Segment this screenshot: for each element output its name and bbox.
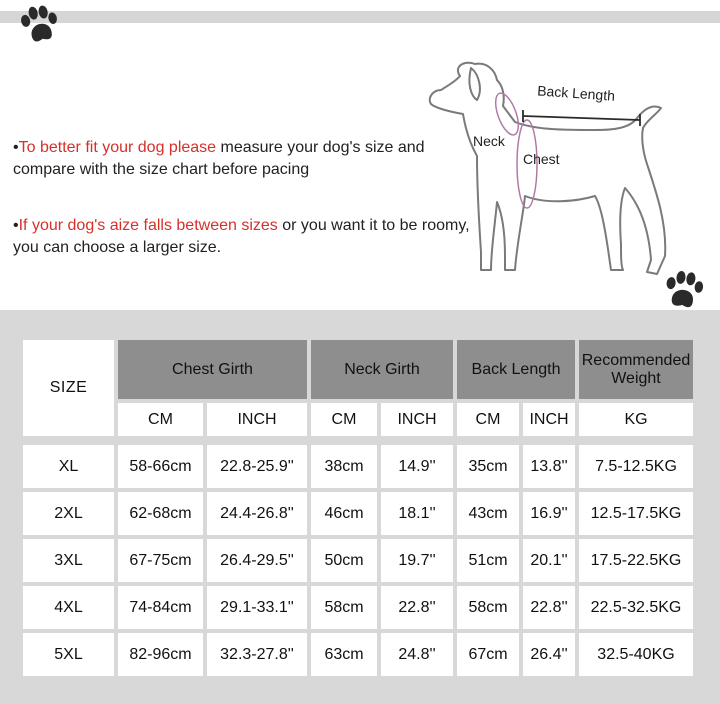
- note-1-highlight: To better fit your dog please: [18, 139, 217, 156]
- size-column-header: SIZE: [23, 340, 114, 436]
- table-row: [23, 539, 693, 582]
- table-cell: 7.5-12.5KG: [579, 445, 693, 488]
- table-cell: 17.5-22.5KG: [579, 539, 693, 582]
- unit-header: INCH: [523, 403, 575, 436]
- table-row: [23, 586, 693, 629]
- table-cell: 58cm: [457, 586, 519, 629]
- table-cell: 24.8'': [381, 633, 453, 676]
- table-cell: 51cm: [457, 539, 519, 582]
- table-cell: 26.4-29.5'': [207, 539, 307, 582]
- table-cell: 22.8-25.9'': [207, 445, 307, 488]
- note-2-highlight: If your dog's aize falls between sizes: [18, 217, 278, 234]
- note-1: •To better fit your dog please measure your dog's size and compare with the size chart before pacing: [13, 139, 425, 178]
- unit-header: INCH: [381, 403, 453, 436]
- table-cell: 22.8'': [523, 586, 575, 629]
- table-cell: 58cm: [311, 586, 377, 629]
- table-cell: 22.5-32.5KG: [579, 586, 693, 629]
- table-cell: 50cm: [311, 539, 377, 582]
- dog-diagram: [425, 56, 675, 284]
- table-cell: 38cm: [311, 445, 377, 488]
- table-cell: 16.9'': [523, 492, 575, 535]
- note-2: •If your dog's aize falls between sizes or you want it to be roomy, you can choose a larger size.: [13, 217, 470, 256]
- table-row: [23, 633, 693, 676]
- table-cell: 63cm: [311, 633, 377, 676]
- size-label: 4XL: [23, 586, 114, 629]
- table-cell: 35cm: [457, 445, 519, 488]
- table-cell: 12.5-17.5KG: [579, 492, 693, 535]
- table-cell: 82-96cm: [118, 633, 203, 676]
- table-cell: 22.8'': [381, 586, 453, 629]
- table-cell: 58-66cm: [118, 445, 203, 488]
- table-row: [23, 492, 693, 535]
- recommended-weight-header: Recommended Weight: [579, 340, 693, 399]
- unit-header: CM: [457, 403, 519, 436]
- chest-label: Chest: [523, 151, 560, 167]
- note-1-text: measure your dog's size and compare with the size chart before pacing: [13, 139, 425, 178]
- paw-icon: [659, 270, 709, 314]
- unit-header: CM: [118, 403, 203, 436]
- table-cell: 20.1'': [523, 539, 575, 582]
- table-cell: 32.3-27.8'': [207, 633, 307, 676]
- table-cell: 74-84cm: [118, 586, 203, 629]
- table-cell: 29.1-33.1'': [207, 586, 307, 629]
- neck-girth-header: Neck Girth: [311, 340, 453, 399]
- size-label: 3XL: [23, 539, 114, 582]
- table-cell: 26.4'': [523, 633, 575, 676]
- table-cell: 67-75cm: [118, 539, 203, 582]
- size-chart-table: [19, 336, 697, 680]
- table-cell: 18.1'': [381, 492, 453, 535]
- table-cell: 24.4-26.8'': [207, 492, 307, 535]
- table-cell: 19.7'': [381, 539, 453, 582]
- table-cell: 43cm: [457, 492, 519, 535]
- chest-girth-header: Chest Girth: [118, 340, 307, 399]
- unit-header: INCH: [207, 403, 307, 436]
- table-cell: 67cm: [457, 633, 519, 676]
- size-label: XL: [23, 445, 114, 488]
- unit-header: CM: [311, 403, 377, 436]
- note-2-text: or you want it to be roomy, you can choose a larger size.: [13, 217, 470, 256]
- table-cell: 13.8'': [523, 445, 575, 488]
- table-cell: 62-68cm: [118, 492, 203, 535]
- size-label: 5XL: [23, 633, 114, 676]
- back-length-label: Back Length: [536, 82, 616, 104]
- back-length-header: Back Length: [457, 340, 575, 399]
- top-divider-bar: [0, 11, 720, 23]
- table-cell: 32.5-40KG: [579, 633, 693, 676]
- neck-label: Neck: [473, 133, 505, 149]
- table-cell: 14.9'': [381, 445, 453, 488]
- size-label: 2XL: [23, 492, 114, 535]
- table-cell: 46cm: [311, 492, 377, 535]
- table-row: [23, 445, 693, 488]
- unit-header: KG: [579, 403, 693, 436]
- paw-icon: [17, 4, 63, 48]
